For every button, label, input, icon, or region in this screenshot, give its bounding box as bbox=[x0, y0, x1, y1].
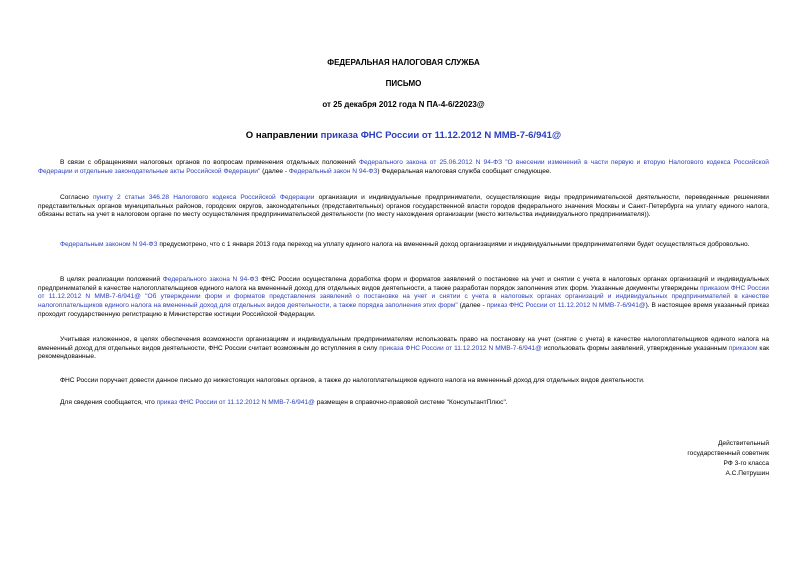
p1-text-2: (далее - bbox=[260, 167, 289, 175]
p1-text-3: ) Федеральная налоговая служба сообщает следующее. bbox=[377, 167, 552, 175]
p4-text-2: ФНС России осуществлена доработка форм и форматов заявлений о постановке на учет и снятии с учета в налоговых органах организаций и индивидуальных предпринимателей в качестве налогоплательщиков единого налога на вмененный доход для отдельных видов деятельности, а также разработан порядок заполнения этих форм. Указанные документы утверждены bbox=[38, 276, 769, 292]
paragraph-6 bbox=[38, 377, 769, 386]
p3-text-1: предусмотрено, что с 1 января 2013 года переход на уплату единого налога на вмененный доход организациями и индивидуальными предпринимателями будет осуществляться добровольно. bbox=[157, 241, 750, 248]
paragraph-2 bbox=[38, 194, 769, 220]
document-date-number: от 25 декабря 2012 года N ПА-4-6/22023@ bbox=[322, 100, 485, 109]
p2-text-2: организации и индивидуальные предприниматели, осуществляющие виды предпринимательской деятельности, переведенные решениями представительных органов муниципальных районов, городских округов, законодательных (представительных) органов государственной власти городов федерального значения Москвы и Санкт-Петербурга на уплату единого налога, обязаны встать на учет в налоговом органе по месту осуществления предпринимательской деятельности (по месту нахождения организации (место жительства индивидуального предпринимателя)). bbox=[38, 194, 769, 219]
federal-law-94fz-ref-link[interactable]: Федеральным законом N 94-ФЗ bbox=[60, 241, 158, 248]
federal-law-94fz-link[interactable]: Федерального закона от 25.06.2012 N 94-ФЗ "О внесении изменений в части первую и вторую Налогового кодекса Российской Федерации и отдельные законодательные акты Российской Федерации" bbox=[38, 159, 769, 175]
federal-law-short-link[interactable]: Федеральный закон N 94-ФЗ bbox=[288, 167, 378, 175]
order-ref-link[interactable]: приказа ФНС России от 11.12.2012 N ММВ-7-6/941@ bbox=[379, 344, 542, 352]
p5-text-1: Учитывая изложенное, в целях обеспечения возможности организациям и индивидуальным предпринимателям использовать право на постановку на учет (снятие с учета) в качестве налогоплательщиков единого налога на вмененный доход для отдельных видов деятельности, ФНС России считает возможным до вступления в силу bbox=[38, 336, 769, 352]
p2-text-1: Согласно bbox=[60, 194, 93, 201]
order-consultant-link[interactable]: приказ ФНС России от 11.12.2012 N ММВ-7-6/941@ bbox=[156, 399, 315, 406]
signature-rank-2: государственный советник bbox=[687, 450, 769, 457]
tax-code-article-link[interactable]: пункту 2 статьи 346.28 Налогового кодекса Российской Федерации bbox=[92, 194, 315, 201]
paragraph-4 bbox=[38, 276, 769, 320]
agency-name: ФЕДЕРАЛЬНАЯ НАЛОГОВАЯ СЛУЖБА bbox=[327, 58, 480, 67]
title-order-link[interactable]: приказа ФНС России от 11.12.2012 N ММВ-7-6/941@ bbox=[320, 130, 562, 141]
signature-name: А.С.Петрушин bbox=[725, 470, 769, 477]
p4-text-4: ). В настоящее время указанный приказ проходит государственную регистрацию в Министерстве юстиции Российской Федерации. bbox=[38, 302, 769, 318]
p5-text-3: как рекомендованные. bbox=[38, 344, 770, 361]
p7-text-2: размещен в справочно-правовой системе "КонсультантПлюс". bbox=[314, 399, 508, 406]
p4-text-3: (далее - bbox=[457, 302, 487, 310]
signature-rank-3: РФ 3-го класса bbox=[723, 460, 769, 467]
paragraph-7 bbox=[38, 399, 769, 408]
p1-text-1: В связи с обращениями налоговых органов по вопросам применения отдельных положений bbox=[60, 159, 359, 166]
order-full-title-link[interactable]: приказом ФНС России от 11.12.2012 N ММВ-7-6/941@ "Об утверждении форм и форматов представления заявлений о постановке на учет и снятии с учета в налоговых органах организаций и индивидуальных предпринимателей в качестве налогоплательщиков единого налога на вмененный доход для отдельных видов деятельности, а также порядка заполнения этих форм" bbox=[38, 284, 769, 310]
federal-law-94fz-ref2-link[interactable]: Федерального закона N 94-ФЗ bbox=[162, 276, 259, 283]
p7-text-1: Для сведения сообщается, что bbox=[60, 399, 157, 406]
p6-text-1: ФНС России поручает довести данное письмо до нижестоящих налоговых органов, а также до налогоплательщиков единого налога на вмененный доход для отдельных видов деятельности. bbox=[60, 377, 645, 384]
title-prefix: О направлении bbox=[245, 130, 321, 141]
p4-text-1: В целях реализации положений bbox=[60, 276, 163, 283]
signature-block bbox=[569, 439, 769, 479]
order-short-ref-link[interactable]: приказом bbox=[728, 344, 758, 352]
paragraph-3 bbox=[38, 241, 769, 250]
document-type: ПИСЬМО bbox=[385, 79, 422, 88]
order-short-link[interactable]: приказ ФНС России от 11.12.2012 N ММВ-7-6/941@ bbox=[486, 302, 646, 310]
paragraph-5 bbox=[38, 336, 769, 362]
document-title bbox=[0, 130, 807, 142]
paragraph-1 bbox=[38, 159, 769, 176]
signature-rank-1: Действительный bbox=[717, 440, 769, 447]
p5-text-2: использовать формы заявлений, утвержденные указанным bbox=[541, 344, 729, 352]
